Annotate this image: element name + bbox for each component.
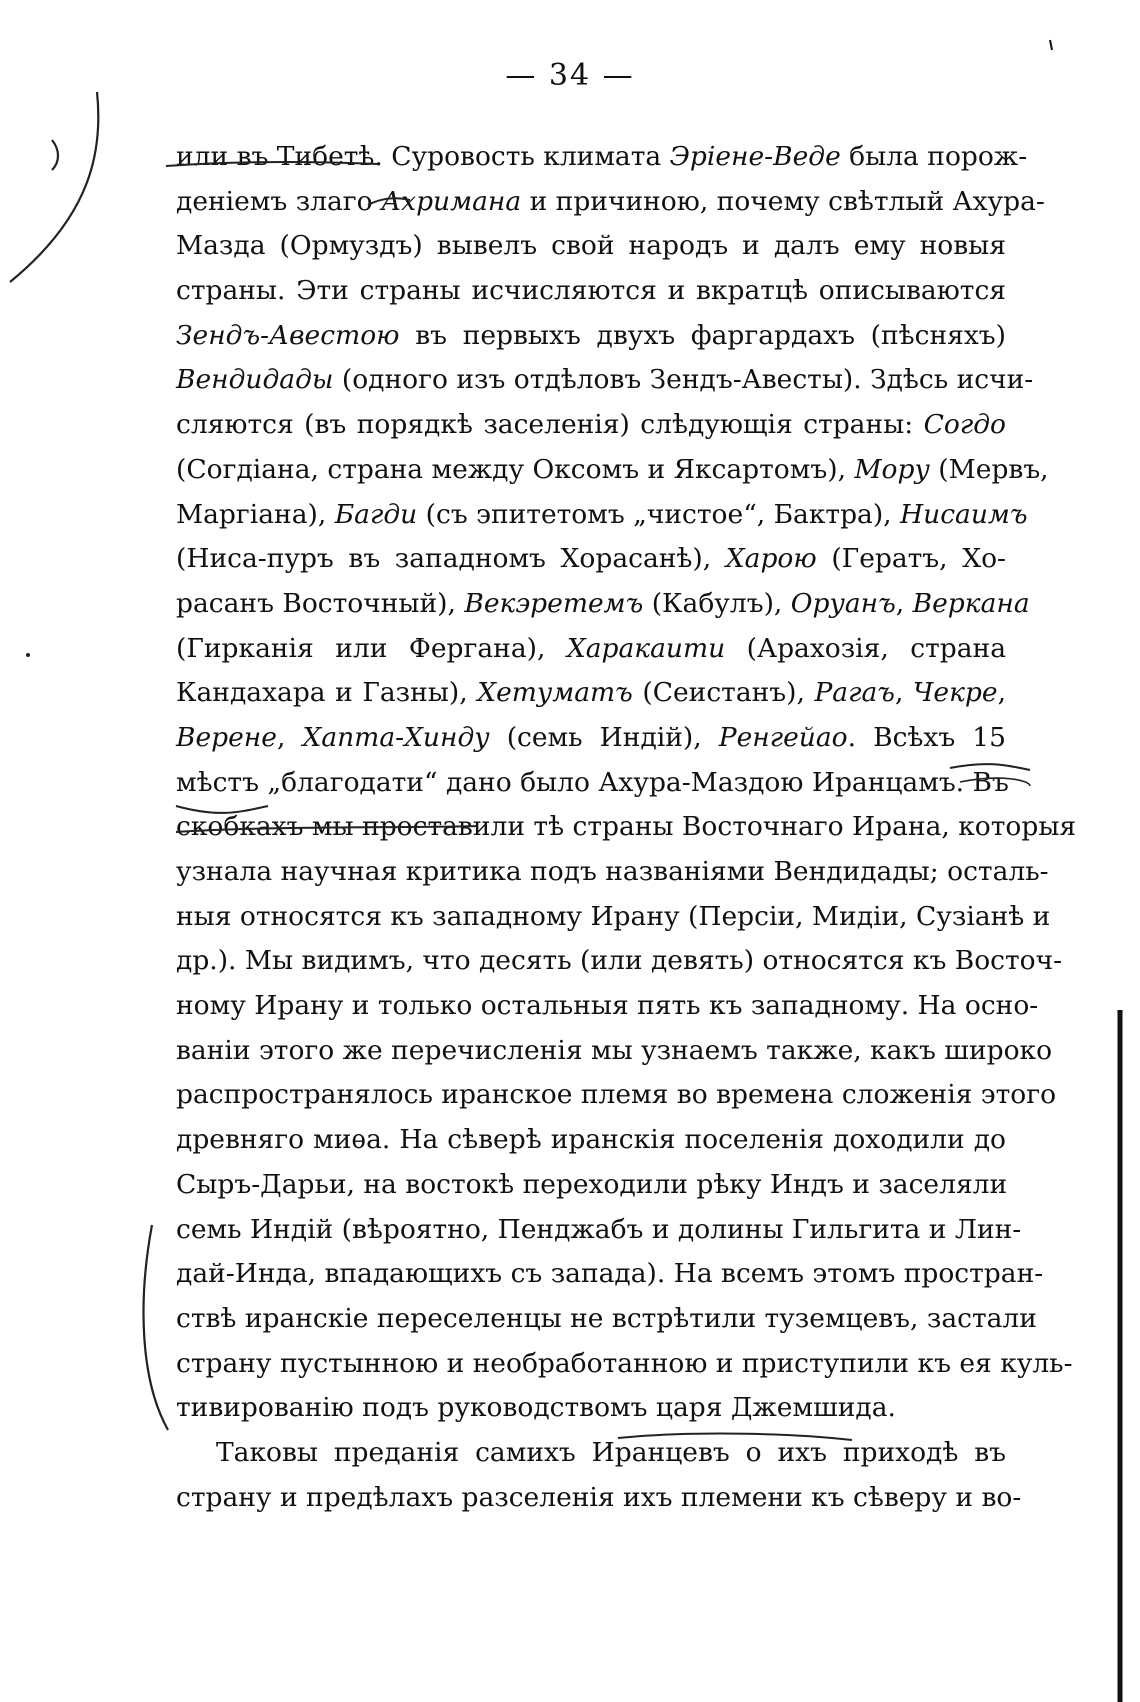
text-line (176, 627, 1006, 672)
text-segment: дай-Инда, впадающихъ съ запада). На всемъ этомъ простран- (176, 1258, 1044, 1290)
text-segment: (одного изъ отдѣловъ Зендъ-Авесты). Здѣсь исчи- (333, 364, 1034, 396)
right-edge-tick (1050, 40, 1052, 50)
text-line (176, 1342, 1073, 1387)
text-segment: семь Индій (вѣроятно, Пенджабъ и долины Гильгита и Лин- (176, 1213, 1022, 1245)
text-segment: страну пустынною и необработанною и приступили къ ея куль- (176, 1347, 1073, 1379)
text-segment: (Гирканія или Фергана), (176, 632, 567, 664)
italic-term: Чекре (912, 677, 998, 709)
italic-term: Рагаъ (814, 677, 895, 709)
italic-term: Мору (854, 453, 930, 485)
text-line (176, 1208, 1022, 1253)
text-segment: и причиною, почему свѣтлый Ахура- (521, 185, 1045, 217)
text-segment: страны. Эти страны исчисляются и вкратцѣ описываются (176, 275, 1006, 307)
text-segment: въ первыхъ двухъ фаргардахъ (пѣсняхъ) (399, 319, 1006, 351)
margin-bracket-top (10, 92, 98, 282)
text-segment: , (997, 677, 1006, 709)
margin-dot (26, 653, 30, 657)
text-line (176, 1252, 1044, 1297)
text-segment: тивированію подъ руководствомъ царя Джемшида. (176, 1392, 896, 1424)
text-segment: сляются (въ порядкѣ заселенія) слѣдующія страны: (176, 409, 924, 441)
text-line (176, 671, 1006, 716)
text-line (176, 180, 1045, 225)
text-line (176, 582, 1030, 627)
text-line (176, 1431, 1006, 1476)
text-segment: ныя относятся къ западному Ирану (Персіи, Мидіи, Сузіанѣ и (176, 900, 1051, 932)
italic-term: Оруанъ (790, 587, 896, 619)
text-segment: древняго миѳа. На сѣверѣ иранскія поселенія доходили до (176, 1124, 1006, 1156)
text-segment: Таковы преданія самихъ Иранцевъ о ихъ приходѣ въ (216, 1436, 1006, 1468)
italic-term: Нисаимъ (900, 498, 1028, 530)
italic-term: Харою (725, 543, 817, 575)
text-segment: страну и предѣлахъ разселенія ихъ племени къ сѣверу и во- (176, 1481, 1022, 1513)
text-segment: (Ниса-пуръ въ западномъ Хорасанѣ), (176, 543, 726, 575)
text-line (176, 1118, 1006, 1163)
text-segment: Сыръ-Дарьи, на востокѣ переходили рѣку Индъ и заселяли (176, 1168, 1008, 1200)
text-segment: была порож- (840, 141, 1028, 172)
text-segment: . Всѣхъ 15 (847, 721, 1006, 753)
text-segment: узнала научная критика подъ названіями Вендидады; осталь- (176, 856, 1049, 887)
text-segment: (Согдіана, страна между Оксомъ и Яксартомъ), (176, 453, 855, 485)
italic-term: Согдо (923, 409, 1006, 441)
italic-term: Вендидады (176, 364, 334, 396)
text-line (176, 1476, 1022, 1521)
text-line (176, 358, 1034, 403)
text-line (176, 716, 1006, 761)
text-line (176, 1297, 1037, 1342)
text-line (176, 269, 1006, 314)
text-segment: распространялось иранское племя во времена сложенія этого (176, 1079, 1057, 1111)
text-line (176, 537, 1006, 582)
text-line (176, 805, 1077, 850)
text-line (176, 403, 1006, 448)
italic-term: Веркана (912, 587, 1030, 619)
text-segment: , (276, 721, 303, 753)
text-line (176, 135, 1028, 180)
margin-bracket-bottom (144, 1225, 168, 1430)
text-line (176, 1073, 1057, 1118)
text-line (176, 761, 1009, 806)
page-number: — 34 — (505, 58, 635, 93)
italic-term: Ренгейао (718, 721, 848, 753)
text-segment: Маргіана), (176, 498, 335, 530)
text-line (176, 493, 1028, 538)
text-line (176, 895, 1051, 940)
text-segment: скобкахъ мы проставили тѣ страны Восточнаго Ирана, которыя (176, 811, 1077, 843)
text-segment: (Арахозія, страна (725, 632, 1006, 664)
italic-term: Харакаити (566, 632, 726, 664)
text-line (176, 984, 1039, 1029)
text-line (176, 224, 1006, 269)
text-segment: или въ Тибетѣ. Суровость климата (176, 141, 670, 172)
italic-term: Векэретемъ (464, 587, 644, 619)
text-segment: (Гератъ, Хо- (816, 543, 1006, 575)
body-text (176, 135, 1077, 1520)
text-segment: Мазда (Ормуздъ) вывелъ свой народъ и далъ ему новыя (176, 230, 1006, 262)
text-line (176, 1386, 1006, 1431)
text-line (176, 939, 1063, 984)
text-segment: , (894, 677, 913, 709)
text-segment: деніемъ злаго (176, 185, 382, 217)
text-segment: (Сеистанъ), (632, 677, 815, 709)
text-segment: (семь Индій), (489, 721, 719, 753)
text-segment: др.). Мы видимъ, что десять (или девять) относятся къ Восточ- (176, 945, 1063, 977)
text-segment: Кандахара и Газны), (176, 677, 478, 709)
text-segment: (Мервъ, (929, 453, 1049, 485)
italic-term: Ахримана (381, 185, 522, 217)
text-segment: ваніи этого же перечисленія мы узнаемъ также, какъ широко (176, 1034, 1053, 1066)
text-segment: расанъ Восточный), (176, 587, 465, 619)
text-line (176, 1163, 1006, 1208)
text-segment: , (895, 587, 913, 619)
text-segment: (съ эпитетомъ „чистое“, Бактра), (417, 498, 901, 530)
italic-term: Хетуматъ (477, 677, 633, 709)
text-segment: ному Ирану и только остальныя пять къ западному. На осно- (176, 990, 1039, 1022)
text-line (176, 850, 1049, 895)
italic-term: Багди (334, 498, 418, 530)
margin-mark (52, 140, 58, 170)
text-segment: (Кабулъ), (643, 587, 791, 619)
italic-term: Хапта-Хинду (302, 721, 490, 753)
text-segment: мѣстъ „благодати“ дано было Ахура-Маздою Иранцамъ. Въ (176, 766, 1009, 798)
italic-term: Верене (176, 721, 277, 753)
text-line (176, 314, 1006, 359)
italic-term: Зендъ-Авестою (176, 319, 400, 351)
text-line (176, 448, 1049, 493)
italic-term: Эріене-Веде (669, 141, 841, 172)
text-segment: ствѣ иранскіе переселенцы не встрѣтили туземцевъ, застали (176, 1302, 1037, 1334)
text-line (176, 1029, 1053, 1074)
